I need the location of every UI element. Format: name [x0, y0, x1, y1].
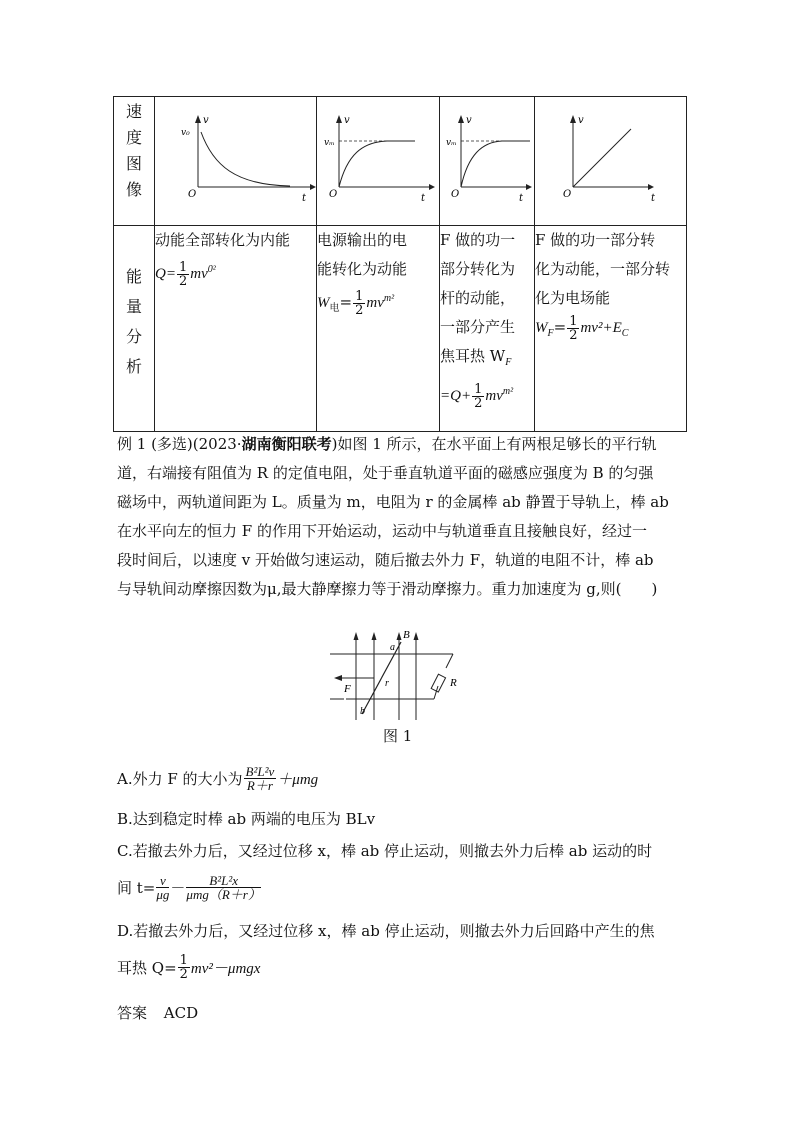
energy-text: 一部分产生 [440, 318, 516, 336]
t-arrow [429, 184, 435, 190]
option-d-line-1: D.若撤去外力后，又经过位移 x，棒 ab 停止运动，则撤去外力后回路中产生的焦 [117, 922, 655, 940]
option-c-minus: － [170, 878, 186, 897]
row-label-speed-graph [114, 97, 155, 226]
example-paragraph [117, 430, 687, 604]
energy-text: 动能全部转化为内能 [155, 231, 291, 249]
example-line-5: 段时间后，以速度 v 开始做匀速运动，随后撤去外力 F，轨道的电阻不计，棒 ab [117, 551, 654, 569]
vm-label: vₘ [446, 138, 457, 148]
numerator: 1 [474, 381, 483, 397]
numerator: B²L²x [186, 874, 260, 888]
text-part: 焦耳热 W [440, 347, 506, 365]
origin-label: O [188, 189, 197, 200]
label-b: b [360, 706, 365, 717]
denominator: 2 [178, 273, 188, 289]
velocity-graph-rise-2 [440, 97, 534, 221]
energy-cell-3 [440, 226, 535, 432]
t-label: t [651, 193, 656, 204]
example-source: 湖南衡阳联考 [241, 435, 332, 453]
graph-cell-2 [317, 97, 440, 226]
velocity-graph-linear [535, 97, 686, 221]
option-d-fraction [178, 954, 190, 981]
example-text: )如图 1 所示，在水平面上有两根足够长的平行轨 [331, 435, 657, 453]
numerator: B²L²v [245, 763, 275, 779]
fraction [567, 315, 579, 342]
option-a-text: A.外力 F 的大小为 [117, 769, 243, 788]
label-a: a [390, 642, 395, 653]
energy-text: F 做的功一 [440, 231, 516, 249]
label-char: 量 [125, 297, 142, 316]
formula-part: mv [366, 295, 384, 311]
b-arrow [414, 632, 419, 640]
b-arrow [372, 632, 377, 640]
fraction [353, 290, 365, 317]
v-label: v [466, 115, 472, 126]
vm-label: vₘ [324, 138, 335, 148]
denominator: R＋r [246, 777, 273, 793]
graph-cell-3 [440, 97, 535, 226]
v-label: v [578, 115, 584, 126]
numerator: 1 [179, 952, 188, 968]
graph-cell-1 [155, 97, 317, 226]
option-d-line-2 [117, 950, 260, 984]
option-c-fraction-1 [156, 874, 169, 901]
t-arrow [648, 184, 654, 190]
v-label: v [344, 115, 350, 126]
v0-label: v₀ [181, 128, 190, 138]
label-char: 分 [125, 327, 142, 346]
linear-line [573, 129, 631, 187]
denominator: μg [156, 886, 170, 902]
formula-part: mv²+E [580, 320, 622, 336]
answer-value: ACD [163, 1004, 199, 1022]
superscript: m² [383, 293, 395, 304]
rise-curve [461, 141, 530, 187]
energy-formula [535, 313, 686, 348]
denominator: μmg（R＋r） [186, 886, 261, 902]
numerator: v [156, 874, 169, 888]
v-label: v [203, 115, 209, 126]
energy-formula [440, 377, 534, 411]
label-char: 能 [125, 267, 142, 286]
label-B: B [403, 629, 410, 641]
option-c-line-2 [117, 869, 262, 905]
energy-text: 杆的动能， [440, 289, 516, 307]
energy-text: 化为电场能 [535, 289, 611, 307]
label-r: r [385, 678, 389, 689]
origin-label: O [451, 189, 460, 200]
velocity-graph-rise [317, 97, 439, 221]
comparison-table [113, 96, 687, 432]
energy-text: 化为动能，一部分转 [535, 260, 671, 278]
denominator: 2 [179, 966, 188, 982]
energy-cell-1 [155, 226, 317, 432]
energy-text [440, 342, 534, 377]
t-label: t [302, 193, 307, 204]
row-label-energy [114, 226, 155, 432]
option-c-line-1: C.若撤去外力后，又经过位移 x，棒 ab 停止运动，则撤去外力后棒 ab 运动的时 [117, 842, 653, 860]
graph-cell-4 [535, 97, 687, 226]
force-arrow [334, 675, 342, 681]
numerator: 1 [569, 313, 578, 329]
example-line-2: 道，右端接有阻值为 R 的定值电阻，处于垂直轨道平面的磁感应强度为 B 的匀强 [117, 464, 654, 482]
superscript: m² [502, 386, 514, 397]
b-arrow [397, 632, 402, 640]
v-arrow [336, 115, 342, 123]
denominator: 2 [355, 302, 364, 318]
formula-part: W [535, 320, 548, 336]
superscript: 0² [207, 264, 216, 275]
energy-text: 电源输出的电 [317, 231, 408, 249]
energy-cell-4 [535, 226, 687, 432]
formula-part: = [553, 318, 567, 336]
formula-part: Q= [155, 266, 176, 282]
origin-label: O [329, 189, 338, 200]
answer [117, 1002, 198, 1023]
figure-caption: 图 1 [383, 727, 413, 745]
v-arrow [195, 115, 201, 123]
fraction [177, 261, 189, 288]
label-char: 像 [125, 180, 142, 199]
option-a [117, 761, 318, 795]
rise-curve [339, 141, 415, 187]
label-R: R [450, 677, 457, 689]
example-head: 例 1 (多选)(2023· [117, 435, 242, 453]
origin-label: O [563, 189, 572, 200]
subscript: F [547, 328, 554, 339]
option-d-tail: mv²－μmgx [190, 960, 261, 977]
energy-formula [317, 284, 439, 323]
formula-part: W [317, 295, 330, 311]
label-char: 图 [125, 154, 142, 173]
t-label: t [421, 193, 426, 204]
figure-1-circuit [328, 628, 468, 720]
formula-part: = [339, 293, 353, 311]
label-char: 析 [125, 357, 142, 376]
label-char: 速 [125, 102, 142, 121]
decay-curve [201, 132, 290, 186]
subscript: F [505, 357, 512, 368]
example-line-4: 在水平向左的恒力 F 的作用下开始运动，运动中与轨道垂直且接触良好，经过一 [117, 522, 647, 540]
subscript: 电 [329, 303, 340, 314]
option-c-text: 间 t= [117, 878, 156, 897]
formula-part: mv [485, 388, 503, 404]
option-c-fraction-2 [186, 874, 260, 901]
denominator: 2 [474, 395, 483, 411]
fraction [472, 383, 484, 410]
numerator: 1 [178, 259, 188, 275]
energy-text: 部分转化为 [440, 260, 516, 278]
option-a-tail: ＋μmg [277, 771, 319, 788]
right-wire [446, 654, 453, 668]
v-arrow [458, 115, 464, 123]
energy-text: F 做的功一部分转 [535, 231, 656, 249]
numerator: 1 [355, 288, 364, 304]
t-label: t [519, 193, 524, 204]
label-char: 度 [125, 128, 142, 147]
energy-cell-2 [317, 226, 440, 432]
option-a-fraction [244, 765, 277, 792]
t-arrow [310, 184, 316, 190]
denominator: 2 [569, 327, 578, 343]
option-b: B.达到稳定时棒 ab 两端的电压为 BLv [117, 810, 376, 828]
b-arrow [354, 632, 359, 640]
formula-part: mv [190, 266, 208, 282]
answer-label: 答案 [117, 1004, 148, 1022]
t-arrow [526, 184, 532, 190]
resistor [431, 674, 445, 692]
option-d-text: 耳热 Q= [117, 958, 177, 977]
formula-part: =Q+ [440, 388, 472, 404]
energy-text: 能转化为动能 [317, 260, 408, 278]
v-arrow [570, 115, 576, 123]
example-line-3: 磁场中，两轨道间距为 L。质量为 m，电阻为 r 的金属棒 ab 静置于导轨上，棒 ab [117, 493, 669, 511]
velocity-graph-decay [155, 97, 316, 221]
example-line-6: 与导轨间动摩擦因数为μ,最大静摩擦力等于滑动摩擦力。重力加速度为 g,则( ) [117, 580, 658, 598]
subscript: C [621, 328, 629, 339]
label-F: F [344, 683, 351, 695]
example-line-1 [117, 430, 687, 459]
energy-formula [155, 255, 316, 289]
